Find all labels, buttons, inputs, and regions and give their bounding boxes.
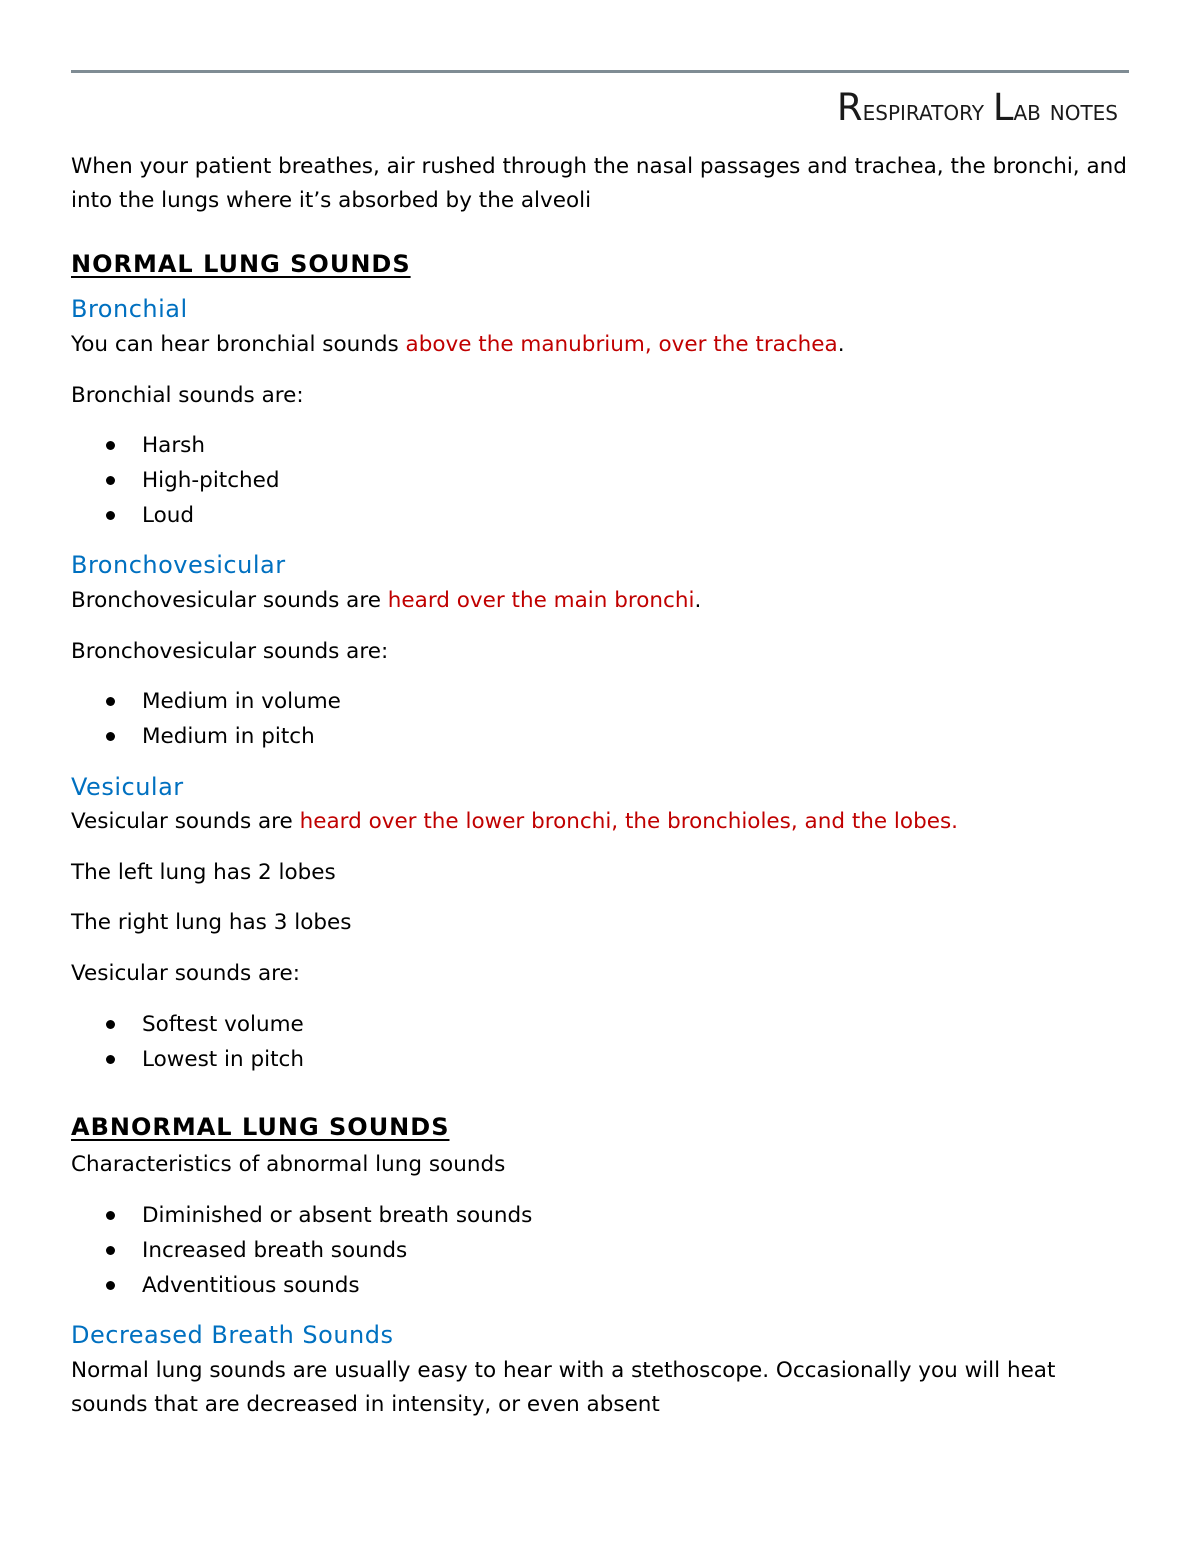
bronchovesicular-heading: Bronchovesicular (71, 551, 286, 579)
vesicular-list (71, 1007, 304, 1077)
bronchovesicular-location-highlight: heard over the main bronchi (387, 588, 695, 613)
abnormal-lung-sounds-heading: ABNORMAL LUNG SOUNDS (71, 1113, 450, 1141)
bullet-icon (106, 697, 115, 706)
vesicular-location: Vesicular sounds are heard over the lower bronchi, the bronchioles, and the lobes. (71, 809, 958, 834)
normal-lung-sounds-heading: NORMAL LUNG SOUNDS (71, 250, 411, 278)
vesicular-heading: Vesicular (71, 773, 184, 801)
document-title: Respiratory Lab notes (836, 86, 1118, 129)
right-lung-lobes: The right lung has 3 lobes (71, 910, 352, 935)
abnormal-intro: Characteristics of abnormal lung sounds (71, 1152, 506, 1177)
bronchial-location: You can hear bronchial sounds above the manubrium, over the trachea. (71, 332, 845, 357)
bronchial-list (71, 428, 280, 533)
list-item: Harsh (71, 428, 280, 463)
list-item: High-pitched (71, 463, 280, 498)
bullet-icon (106, 732, 115, 741)
bullet-icon (106, 1020, 115, 1029)
list-item: Lowest in pitch (71, 1042, 304, 1077)
decreased-breath-sounds-heading: Decreased Breath Sounds (71, 1321, 394, 1349)
left-lung-lobes: The left lung has 2 lobes (71, 860, 336, 885)
list-item: Loud (71, 498, 280, 533)
bullet-icon (106, 1055, 115, 1064)
list-item: Medium in pitch (71, 719, 341, 754)
bronchovesicular-list (71, 684, 341, 754)
list-item: Softest volume (71, 1007, 304, 1042)
bullet-icon (106, 476, 115, 485)
list-item: Increased breath sounds (71, 1233, 532, 1268)
list-item: Adventitious sounds (71, 1268, 532, 1303)
abnormal-list (71, 1198, 532, 1303)
bullet-icon (106, 1246, 115, 1255)
bronchial-list-intro: Bronchial sounds are: (71, 383, 304, 408)
bullet-icon (106, 1281, 115, 1290)
vesicular-list-intro: Vesicular sounds are: (71, 961, 301, 986)
vesicular-location-highlight: heard over the lower bronchi, the bronchioles, and the lobes. (299, 809, 958, 834)
header-rule (71, 70, 1129, 73)
list-item: Medium in volume (71, 684, 341, 719)
intro-paragraph: When your patient breathes, air rushed through the nasal passages and trachea, the bronchi, and into the lungs where it’s absorbed by the alveoli (71, 154, 1127, 213)
bronchovesicular-list-intro: Bronchovesicular sounds are: (71, 639, 389, 664)
bullet-icon (106, 441, 115, 450)
bronchial-location-highlight: above the manubrium, over the trachea (405, 332, 838, 357)
bullet-icon (106, 511, 115, 520)
bronchial-heading: Bronchial (71, 295, 188, 323)
decreased-breath-sounds-text: Normal lung sounds are usually easy to hear with a stethoscope. Occasionally you will heat sounds that are decreased in intensity, or even absent (71, 1358, 1056, 1417)
bullet-icon (106, 1211, 115, 1220)
list-item: Diminished or absent breath sounds (71, 1198, 532, 1233)
bronchovesicular-location: Bronchovesicular sounds are heard over the main bronchi. (71, 588, 702, 613)
